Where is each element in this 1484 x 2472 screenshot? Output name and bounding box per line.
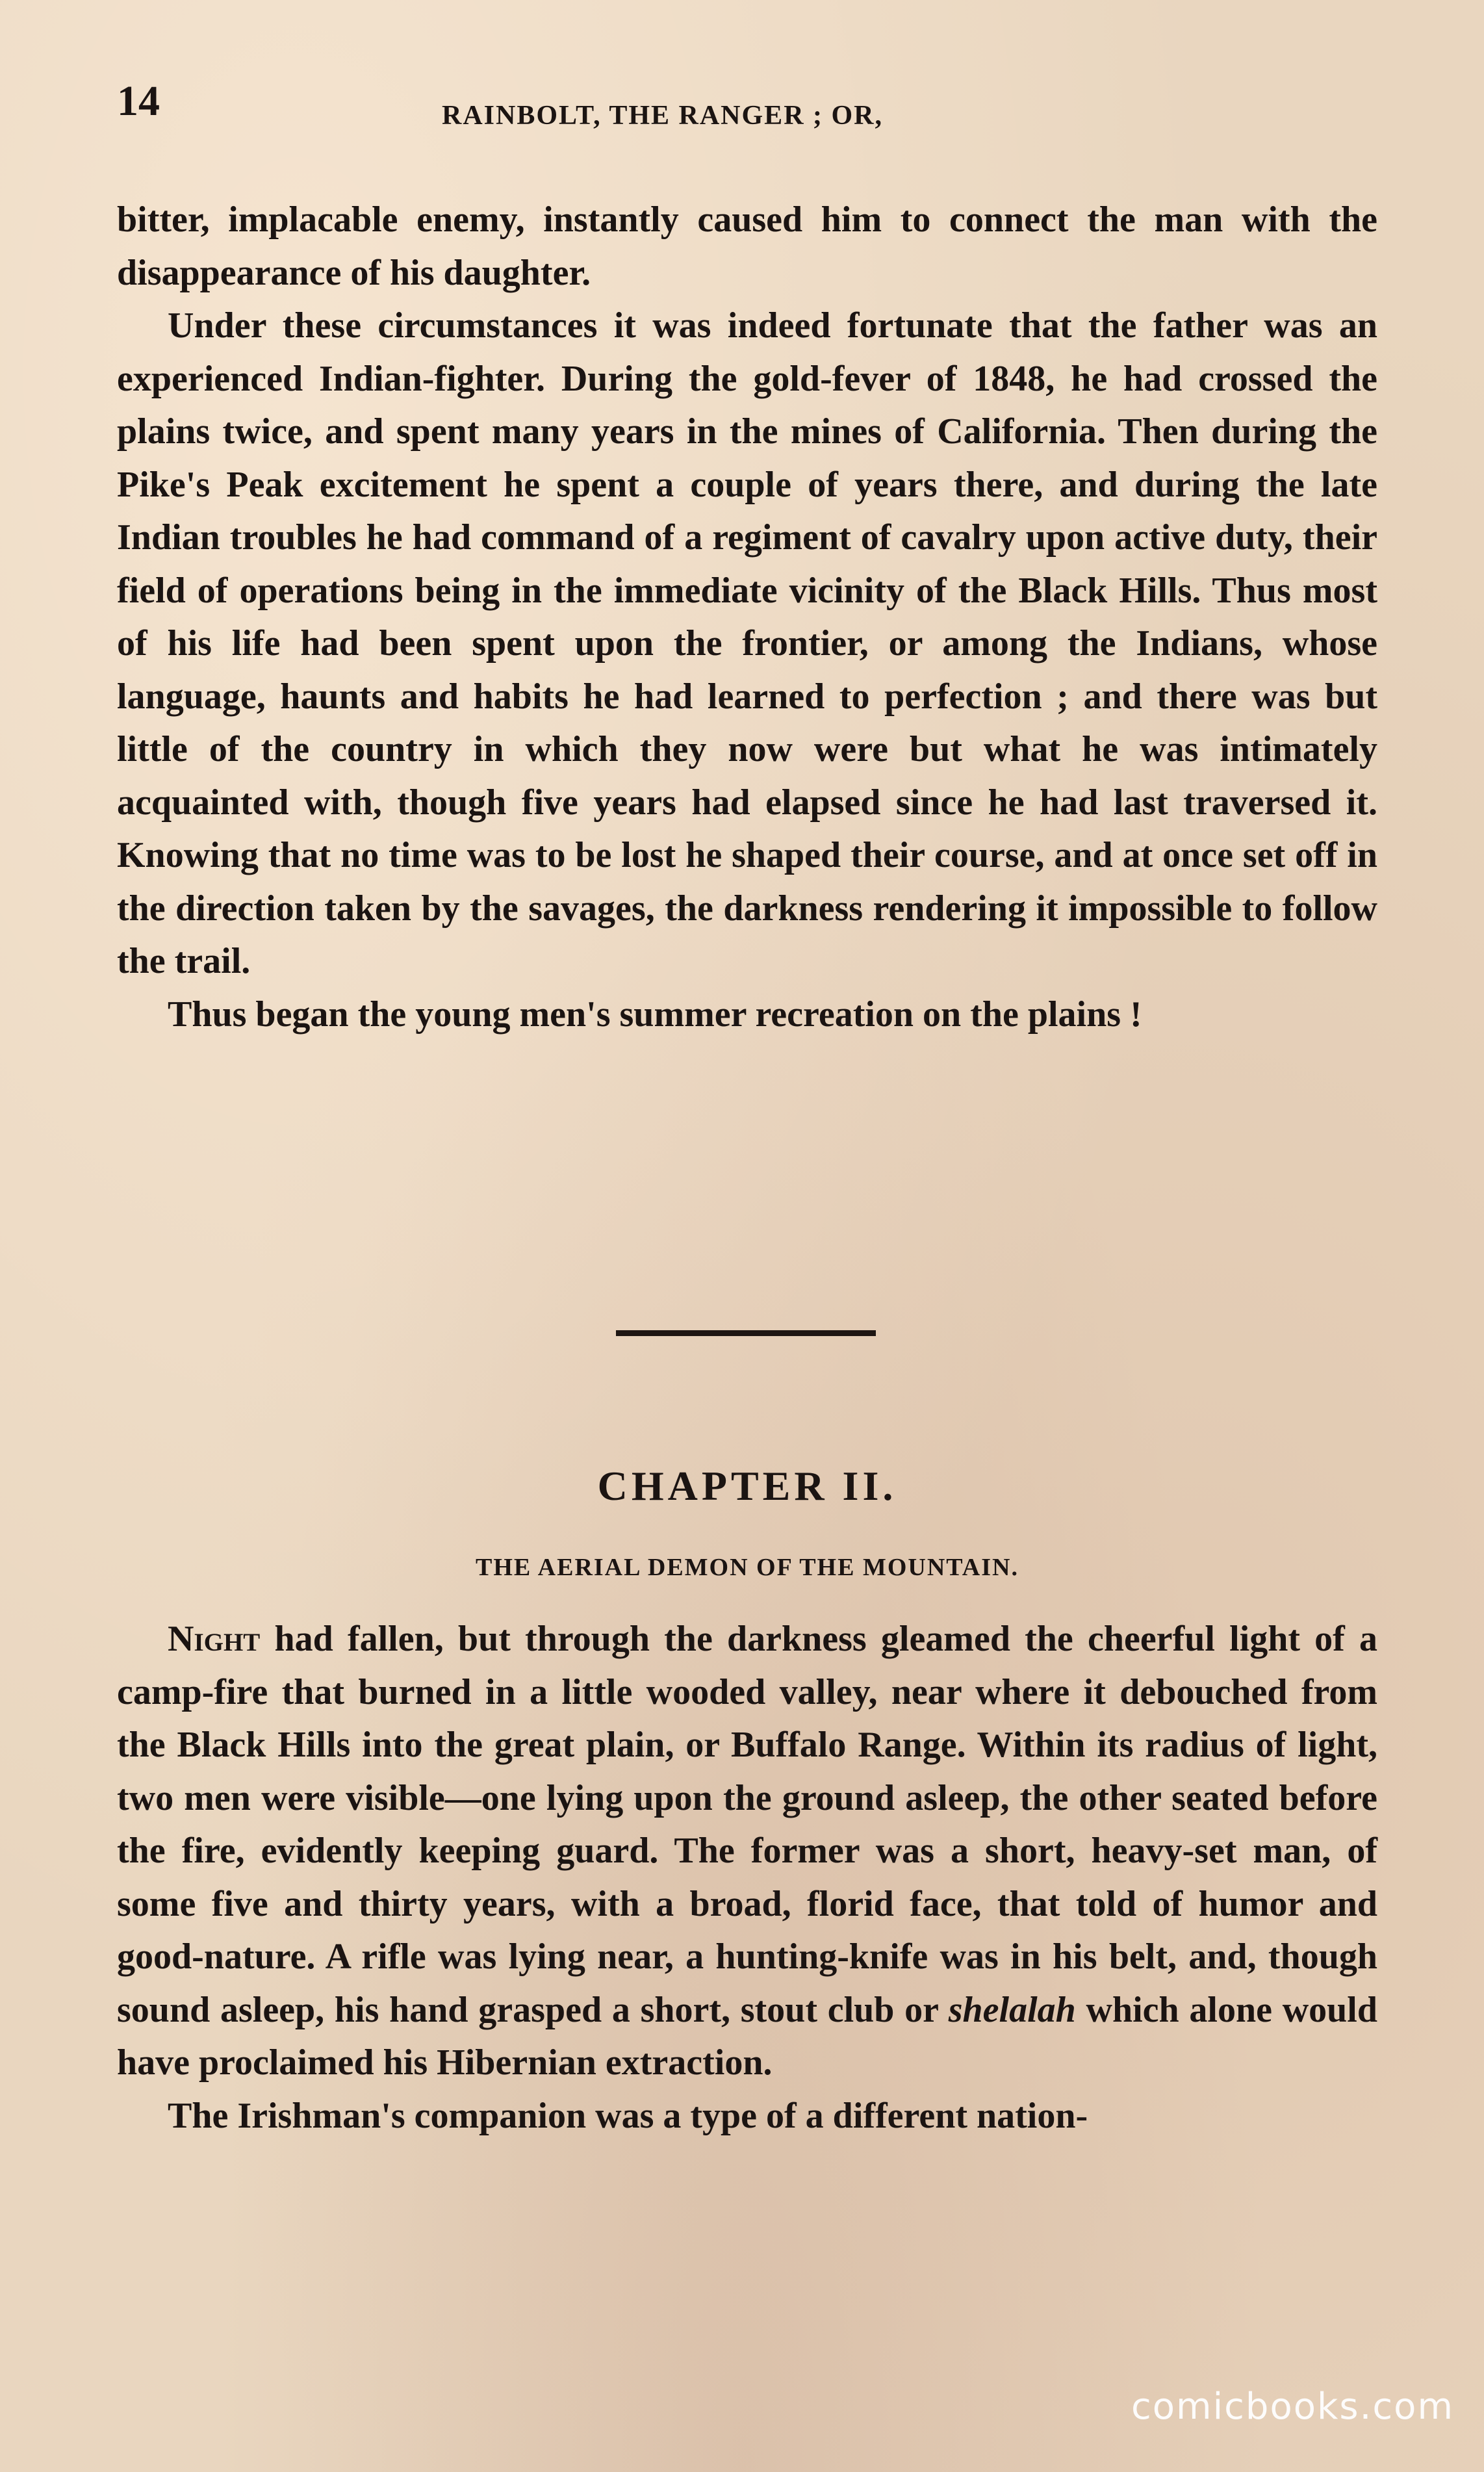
paragraph-text-end: which alone would have proclaimed his Hibernian extraction. — [117, 1989, 1377, 2083]
paragraph-continued: bitter, implacable enemy, instantly caused him to connect the man with the disappearance of his daughter. — [117, 200, 1377, 293]
body-text-chapter — [117, 1613, 1377, 2143]
paragraph-text: had fallen, but through the darkness gleamed the cheerful light of a camp-fire that burned in a little wooded valley, near where it debouched from the Black Hills into the great plain, or Buffalo Range. Within its radius of light, two men were visible—one lying upon the ground asleep, the other seated before the fire, evidently keeping guard. The former was a short, heavy-set man, of some five and thirty years, with a broad, florid face, that told of humor and good-nature. A rifle was lying near, a hunting-knife was in his belt, and, though sound asleep, his hand grasped a short, stout club or — [117, 1619, 1377, 2030]
paragraph — [117, 1613, 1377, 2090]
page-number: 14 — [117, 77, 160, 125]
chapter-title: CHAPTER II. — [597, 1463, 897, 1509]
section-divider — [616, 1330, 876, 1336]
chapter-opening-word: Night — [168, 1619, 261, 1659]
chapter-subtitle: THE AERIAL DEMON OF THE MOUNTAIN. — [476, 1554, 1019, 1581]
italic-word: shelalah — [948, 1989, 1076, 2030]
paragraph: The Irishman's companion was a type of a different nation- — [168, 2095, 1088, 2136]
body-text-top — [117, 194, 1377, 1041]
paragraph: Under these circumstances it was indeed fortunate that the father was an experienced Indian-fighter. During the gold-fever of 1848, he had crossed the plains twice, and spent many years in the mines of California. Then during the Pike's Peak excitement he spent a couple of years there, and during the late Indian troubles he had command of a regiment of cavalry upon active duty, their field of operations being in the immediate vicinity of the Black Hills. Thus most of his life had been spent upon the frontier, or among the Indians, whose language, haunts and habits he had learned to perfection ; and there was but little of the country in which they now were but what he was intimately acquainted with, though five years had elapsed since he had last traversed it. Knowing that no time was to be lost he shaped their course, and at once set off in the direction taken by the savages, the darkness rendering it impossible to follow the trail. — [117, 305, 1377, 981]
running-head: RAINBOLT, THE RANGER ; OR, — [442, 101, 884, 131]
paragraph: Thus began the young men's summer recreation on the plains ! — [168, 994, 1142, 1035]
watermark: comicbooks.com — [1131, 2386, 1454, 2428]
page-header — [117, 77, 1377, 142]
